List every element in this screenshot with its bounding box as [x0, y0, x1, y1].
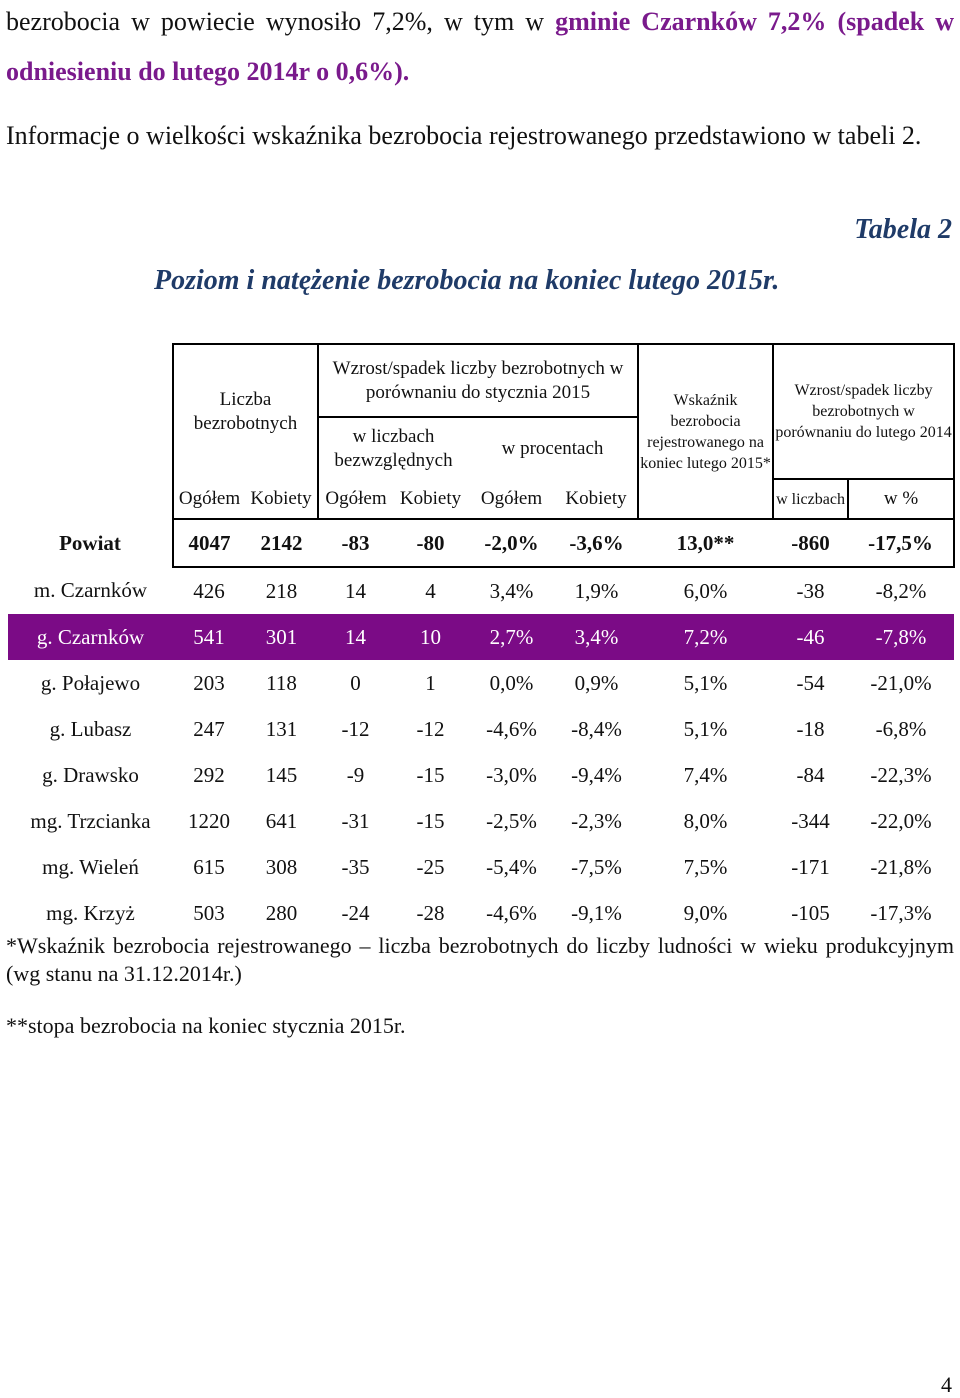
table-cell: -46 [773, 614, 848, 660]
table-cell: -9 [346, 762, 365, 787]
table-cell: 5,1% [683, 716, 728, 741]
table-cell: 9,0% [683, 900, 728, 925]
table-cell: 1 [425, 670, 436, 695]
table-cell: -83 [318, 519, 393, 567]
table-cell: -31 [341, 808, 370, 833]
table-row [8, 706, 954, 752]
table-cell: 7,2% [638, 614, 773, 660]
table-cell: 14 [345, 578, 366, 603]
table-cell: 10 [393, 614, 468, 660]
table-cell: -12 [416, 716, 445, 741]
row-name: m. Czarnków [33, 578, 148, 602]
table-cell: -80 [393, 519, 468, 567]
table-cell: -17,5% [848, 519, 954, 567]
header-count: Liczba bezrobotnych [173, 344, 318, 479]
table-row [8, 614, 954, 660]
table-cell: -171 [791, 854, 830, 879]
row-name: g. Drawsko [42, 762, 139, 787]
row-name: mg. Krzyż [46, 900, 135, 925]
table-cell: 247 [193, 716, 225, 741]
header-change-jan: Wzrost/spadek liczby bezrobotnych w porównaniu do stycznia 2015 [318, 344, 638, 417]
table-row [8, 660, 954, 706]
row-name: g. Lubasz [49, 716, 132, 741]
table-cell: -7,8% [848, 614, 954, 660]
table-cell: 3,4% [489, 578, 534, 603]
table-cell: -3,0% [486, 762, 537, 787]
table-cell: -54 [796, 670, 825, 695]
table-cell: -8,4% [571, 716, 622, 741]
subheader-percent: w procentach [468, 417, 638, 479]
table-cell: 2,7% [468, 614, 555, 660]
table-cell: -25 [416, 854, 445, 879]
table-cell: 8,0% [683, 808, 728, 833]
table-cell: -4,6% [486, 716, 537, 741]
table-cell: 118 [266, 670, 297, 695]
table-cell: 4047 [173, 519, 245, 567]
table-row [8, 844, 954, 890]
table-title: Poziom i natężenie bezrobocia na koniec lutego 2015r. [154, 265, 780, 296]
table-cell: -3,6% [555, 519, 638, 567]
table-cell: -860 [773, 519, 848, 567]
subheader-total: Ogółem [318, 479, 393, 519]
table-cell: -2,5% [486, 808, 537, 833]
table-cell: 131 [265, 716, 298, 741]
table-cell: -9,1% [571, 900, 622, 925]
table-cell: 3,4% [555, 614, 638, 660]
table-cell: 426 [193, 578, 225, 603]
table-cell: 0 [350, 670, 361, 695]
table-cell: 280 [265, 900, 298, 925]
table-cell: 308 [265, 854, 298, 879]
table-cell: 1220 [188, 808, 230, 833]
table-cell: -17,3% [870, 900, 932, 925]
intro-highlight: gminie Czarnków 7,2% (spadek w odniesieniu do lutego 2014r o 0,6%). [6, 7, 954, 86]
table-cell: -22,0% [870, 808, 932, 833]
subheader-number: w liczbach [773, 479, 848, 519]
table-cell: -38 [796, 578, 825, 603]
row-name: Powiat [59, 530, 121, 555]
intro-text: bezrobocia w powiecie wynosiło 7,2%, w tym w [6, 7, 556, 36]
row-name: mg. Trzcianka [30, 808, 151, 833]
table-cell: 615 [193, 854, 225, 879]
subheader-women: Kobiety [565, 487, 627, 509]
subheader-total: Ogółem [173, 479, 245, 519]
table-cell: 145 [265, 762, 298, 787]
table-cell: -15 [416, 808, 445, 833]
table-row [8, 752, 954, 798]
table-row [8, 519, 954, 567]
footnote-rate: *Wskaźnik bezrobocia rejestrowanego – liczba bezrobotnych do liczby ludności w wieku produkcyjnym (wg stanu na 31.12.2014r.) [6, 933, 954, 986]
intro-paragraph-2: Informacje o wielkości wskaźnika bezrobocia rejestrowanego przedstawiono w tabeli 2. [6, 121, 922, 150]
table-cell: 203 [193, 670, 225, 695]
table-cell: -12 [341, 716, 370, 741]
table-cell: -6,8% [875, 716, 927, 741]
table-cell: 0,9% [574, 670, 619, 695]
row-name: mg. Wieleń [42, 854, 139, 879]
table-cell: 1,9% [574, 578, 619, 603]
table-cell: 2142 [245, 519, 318, 567]
table-cell: -35 [341, 854, 370, 879]
table-cell: -15 [416, 762, 445, 787]
table-cell: 6,0% [683, 578, 728, 603]
table-cell: -84 [796, 762, 825, 787]
table-cell: -7,5% [571, 854, 622, 879]
table-cell: 14 [318, 614, 393, 660]
subheader-women: Kobiety [250, 487, 312, 509]
table-cell: -4,6% [486, 900, 537, 925]
row-name: g. Połajewo [40, 670, 141, 695]
table-cell: -28 [416, 900, 445, 925]
table-cell: 0,0% [489, 670, 534, 695]
table-cell: -21,8% [870, 854, 932, 879]
table-label: Tabela 2 [854, 214, 952, 245]
table-row [8, 890, 954, 936]
table-cell: -105 [791, 900, 830, 925]
subheader-total: Ogółem [480, 487, 543, 509]
table-cell: 641 [265, 808, 298, 833]
table-cell: 7,4% [683, 762, 728, 787]
table-cell: 4 [425, 578, 436, 603]
page-number: 4 [941, 1372, 952, 1397]
table-row [8, 798, 954, 844]
subheader-absolute: w liczbach bezwzględnych [318, 417, 468, 479]
table-cell: 541 [173, 614, 245, 660]
table-cell: -2,0% [468, 519, 555, 567]
table-cell: 5,1% [683, 670, 728, 695]
intro-paragraph-1 [6, 0, 954, 97]
table-cell: 218 [265, 578, 298, 603]
table-cell: -5,4% [486, 854, 537, 879]
table-cell: -344 [791, 808, 830, 833]
table-cell: -9,4% [571, 762, 622, 787]
table-cell: 13,0** [638, 519, 773, 567]
table-cell: -18 [796, 716, 825, 741]
footnote-stopa: **stopa bezrobocia na koniec stycznia 2015r. [6, 1013, 406, 1038]
row-name: g. Czarnków [8, 614, 173, 660]
header-change-feb: Wzrost/spadek liczby bezrobotnych w porównaniu do lutego 2014 [773, 344, 954, 479]
table-cell: 7,5% [683, 854, 728, 879]
unemployment-table [8, 343, 955, 936]
table-cell: -21,0% [870, 670, 932, 695]
table-cell: 292 [193, 762, 225, 787]
table-cell: 301 [245, 614, 318, 660]
subheader-wpercent: w % [848, 479, 954, 519]
table-cell: -22,3% [870, 762, 932, 787]
header-corner [8, 344, 173, 519]
table-cell: 503 [193, 900, 225, 925]
table-row [8, 567, 954, 614]
table-cell: -8,2% [875, 578, 927, 603]
header-rate: Wskaźnik bezrobocia rejestrowanego na koniec lutego 2015* [638, 344, 773, 519]
subheader-women: Kobiety [399, 487, 462, 509]
table-cell: -2,3% [571, 808, 622, 833]
table-cell: -24 [341, 900, 370, 925]
